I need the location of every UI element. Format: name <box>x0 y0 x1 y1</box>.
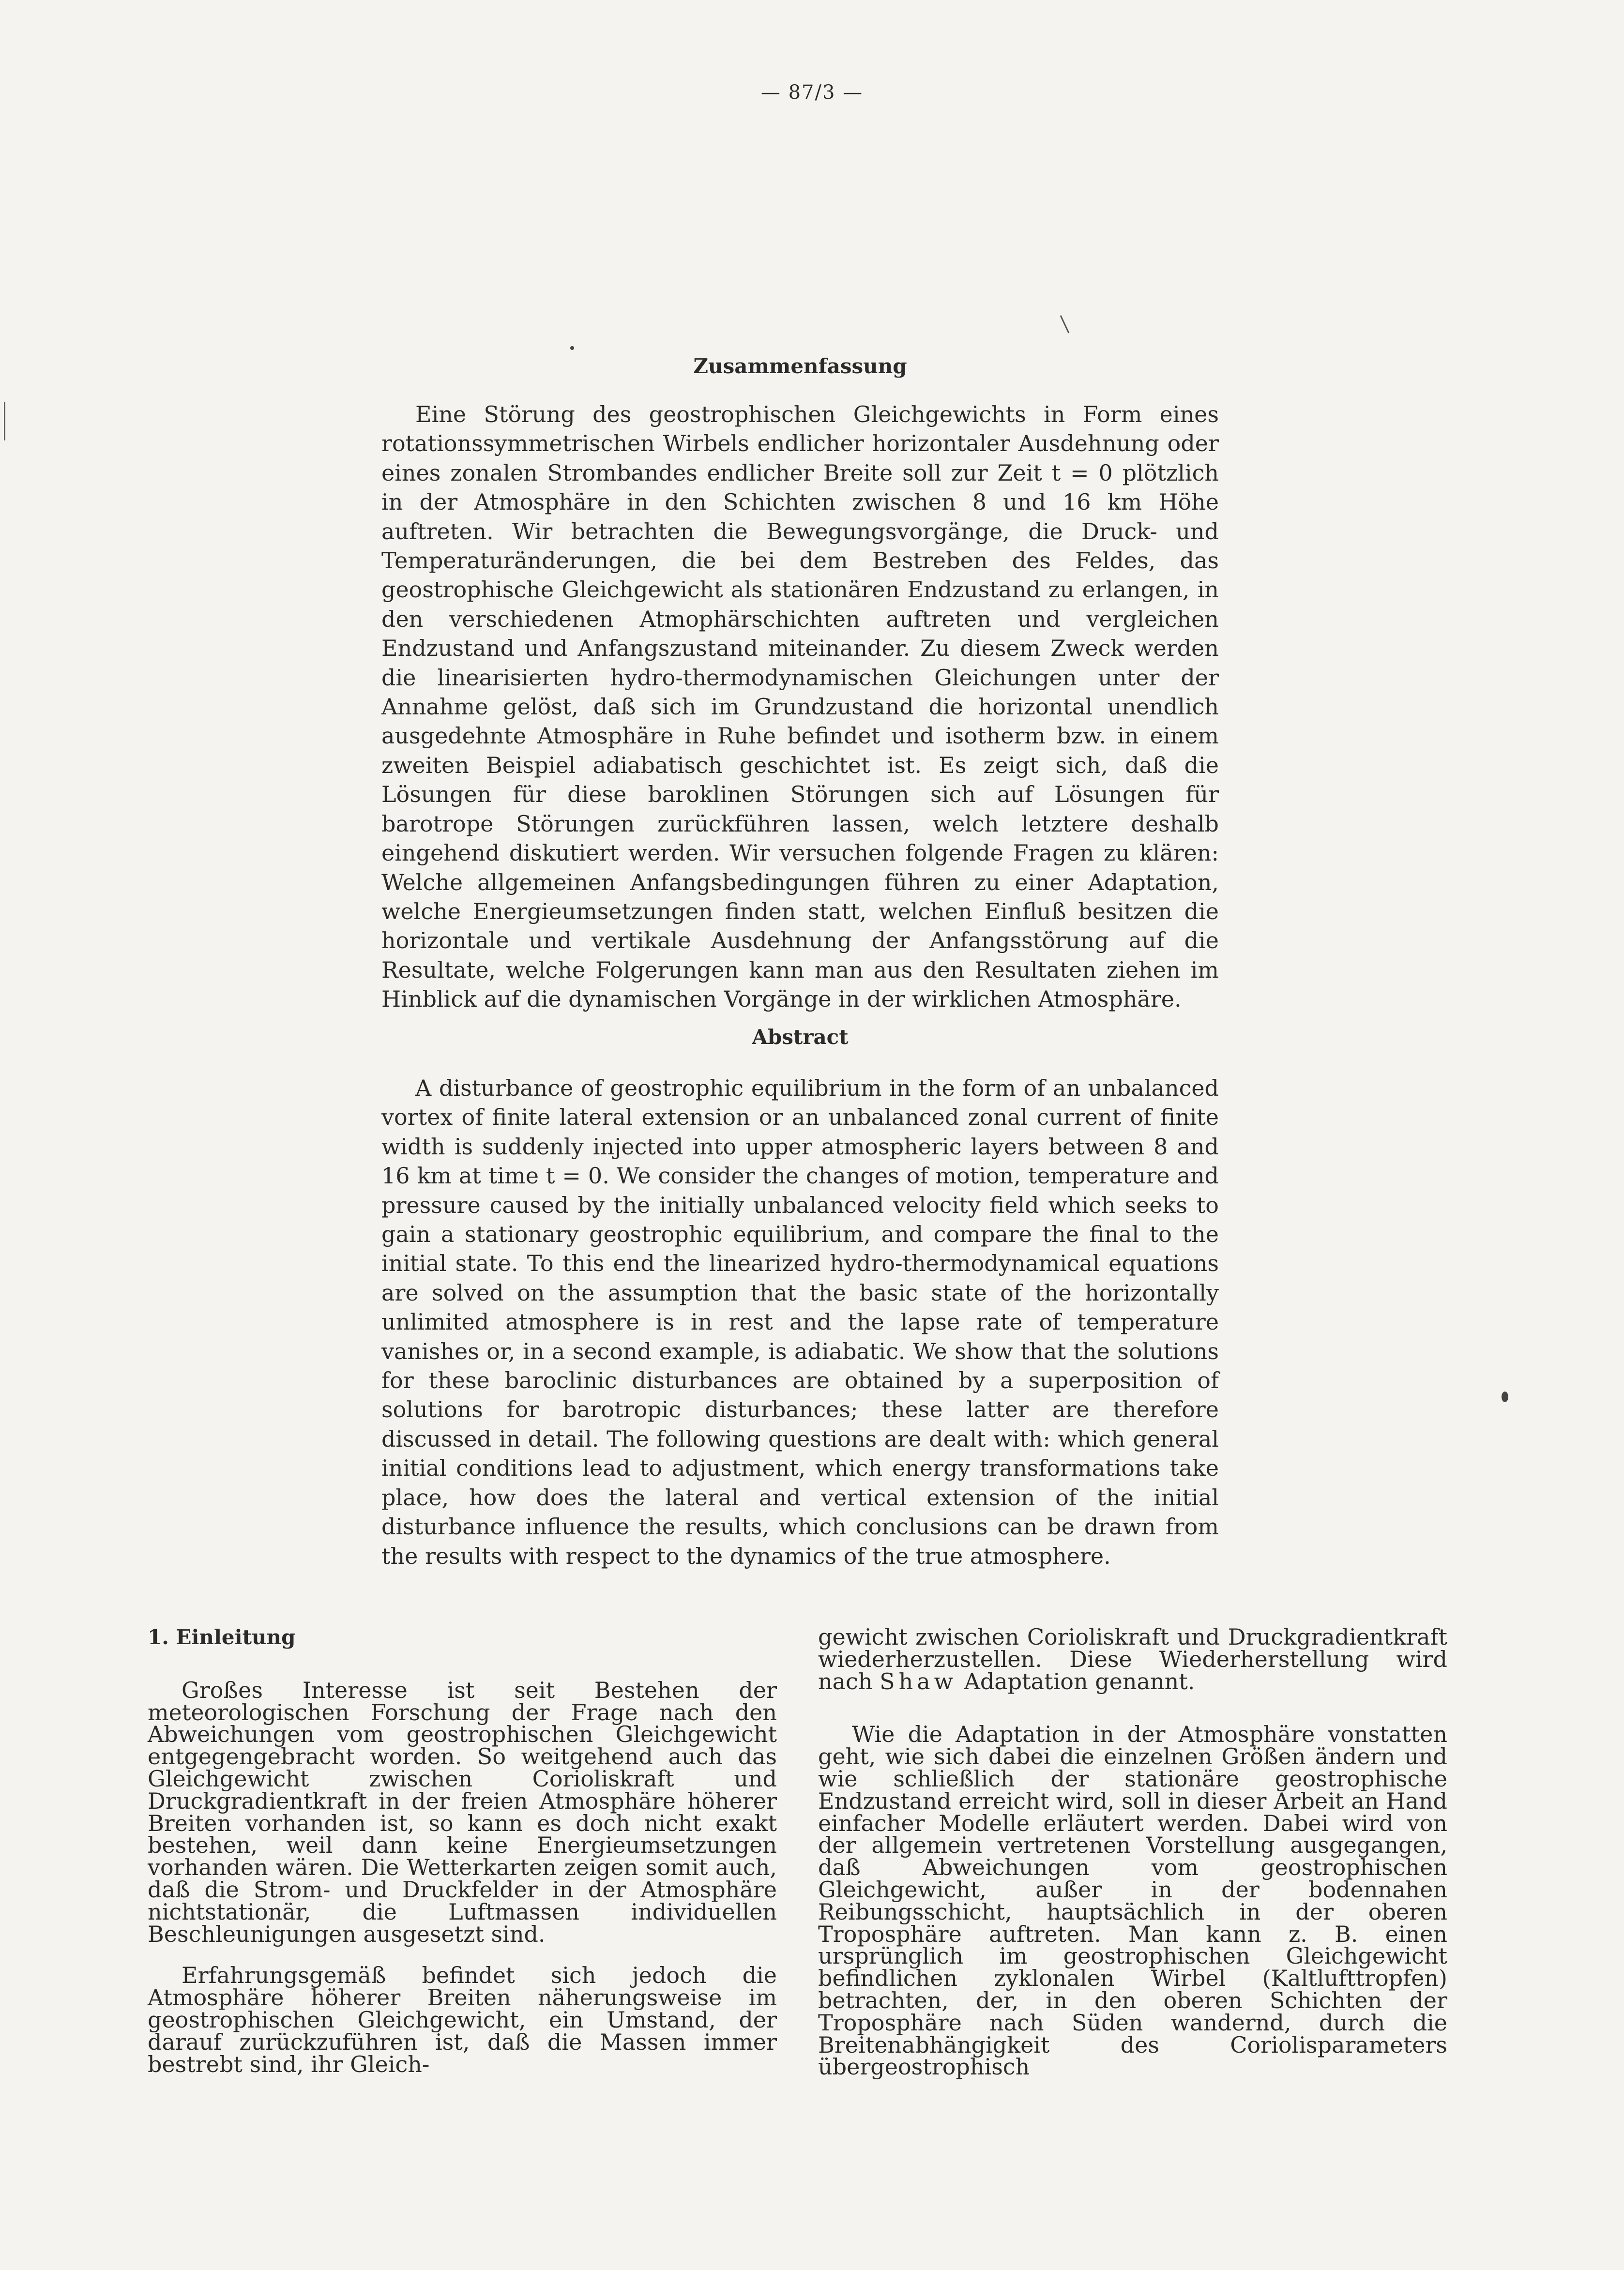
paragraph-3-end: Adaptation genannt. <box>964 1668 1195 1695</box>
einleitung-paragraph-2: Erfahrungsgemäß befindet sich jedoch die Atmosphäre höherer Breiten näherungsweise im geostrophischen Gleichgewicht, ein Umstand, der darauf zurückzuführen ist, daß die Massen immer bestrebt sind, ihr Gleich- <box>148 1962 777 2077</box>
abstract-heading: Abstract <box>752 1025 849 1049</box>
abstract-block <box>381 1074 1219 1571</box>
page-number: — 87/3 — <box>760 81 864 104</box>
zusammenfassung-heading: Zusammenfassung <box>693 354 907 378</box>
scan-speck <box>1502 1392 1508 1402</box>
author-name-shaw: Shaw <box>880 1668 957 1695</box>
left-column <box>148 1626 777 2075</box>
einleitung-paragraph-3 <box>818 1626 1447 1693</box>
scan-mark <box>4 402 5 440</box>
scan-speck <box>570 346 574 350</box>
paragraph-3-start: gewicht zwischen Corioliskraft und Druckgradientkraft wiederherzustellen. Diese Wiederherstellung wird nach <box>818 1624 1447 1695</box>
zusammenfassung-block <box>381 400 1219 1014</box>
abstract-text: A disturbance of geostrophic equilibrium in the form of an unbalanced vortex of finite lateral extension or an unbalanced zonal current of finite width is suddenly injected into upper atmospheric layers between 8 and 16 km at time t = 0. We consider the changes of motion, temperature and pressure caused by the initially unbalanced velocity field which seeks to gain a stationary geostrophic equilibrium, and compare the final to the initial state. To this end the linearized hydro-thermodynamical equations are solved on the assumption that the basic state of the horizontally unlimited atmosphere is in rest and the lapse rate of temperature vanishes or, in a second example, is adiabatic. We show that the solutions for these baroclinic disturbances are obtained by a superposition of solutions for barotropic disturbances; these latter are therefore discussed in detail. The following questions are dealt with: which general initial conditions lead to adjustment, which energy transformations take place, how does the lateral and vertical extension of the initial disturbance influence the results, which conclusions can be drawn from the results with respect to the dynamics of the true atmosphere. <box>381 1075 1219 1569</box>
einleitung-paragraph-1: Großes Interesse ist seit Bestehen der meteorologischen Forschung der Frage nach den Abweichungen vom geostrophischen Gleichgewicht entgegengebracht worden. So weitgehend auch das Gleichgewicht zwischen Corioliskraft und Druckgradientkraft in der freien Atmosphäre höherer Breiten vorhanden ist, so kann es doch nicht exakt bestehen, weil dann keine Energieumsetzungen vorhanden wären. Die Wetterkarten zeigen somit auch, daß die Strom- und Druckfelder in der Atmosphäre nichtstationär, die Luftmassen individuellen Beschleunigungen ausgesetzt sind. <box>148 1677 777 1947</box>
einleitung-paragraph-4: Wie die Adaptation in der Atmosphäre vonstatten geht, wie sich dabei die einzelnen Größen ändern und wie schließlich der stationäre geostrophische Endzustand erreicht wird, soll in dieser Arbeit an Hand einfacher Modelle erläutert werden. Dabei wird von der allgemein vertretenen Vorstellung ausgegangen, daß Abweichungen vom geostrophischen Gleichgewicht, außer in der bodennahen Reibungsschicht, hauptsächlich in der oberen Troposphäre auftreten. Man kann z. B. einen ursprünglich im geostrophischen Gleichgewicht befindlichen zyklonalen Wirbel (Kaltlufttropfen) betrachten, der, in den oberen Schichten der Troposphäre nach Süden wandernd, durch die Breitenabhängigkeit des Coriolisparameters übergeostrophisch <box>818 1721 1447 2080</box>
section-heading-einleitung: 1. Einleitung <box>148 1625 296 1649</box>
scan-mark <box>1060 315 1070 333</box>
zusammenfassung-text: Eine Störung des geostrophischen Gleichgewichts in Form eines rotationssymmetrischen Wirbels endlicher horizontaler Ausdehnung oder eines zonalen Strombandes endlicher Breite soll zur Zeit t = 0 plötzlich in der Atmosphäre in den Schichten zwischen 8 und 16 km Höhe auftreten. Wir betrachten die Bewegungsvorgänge, die Druck- und Temperaturänderungen, die bei dem Bestreben des Feldes, das geostrophische Gleichgewicht als stationären Endzustand zu erlangen, in den verschiedenen Atmophärschichten auftreten und vergleichen Endzustand und Anfangszustand miteinander. Zu diesem Zweck werden die linearisierten hydro-thermodynamischen Gleichungen unter der Annahme gelöst, daß sich im Grundzustand die horizontal unendlich ausgedehnte Atmosphäre in Ruhe befindet und isotherm bzw. in einem zweiten Beispiel adiabatisch geschichtet ist. Es zeigt sich, daß die Lösungen für diese baroklinen Störungen sich auf Lösungen für barotrope Störungen zurückführen lassen, welch letztere deshalb eingehend diskutiert werden. Wir versuchen folgende Fragen zu klären: Welche allgemeinen Anfangsbedingungen führen zu einer Adaptation, welche Energieumsetzungen finden statt, welchen Einfluß besitzen die horizontale und vertikale Ausdehnung der Anfangsstörung auf die Resultate, welche Folgerungen kann man aus den Resultaten ziehen im Hinblick auf die dynamischen Vorgänge in der wirklichen Atmosphäre. <box>381 401 1219 1013</box>
right-column <box>818 1626 1447 2078</box>
